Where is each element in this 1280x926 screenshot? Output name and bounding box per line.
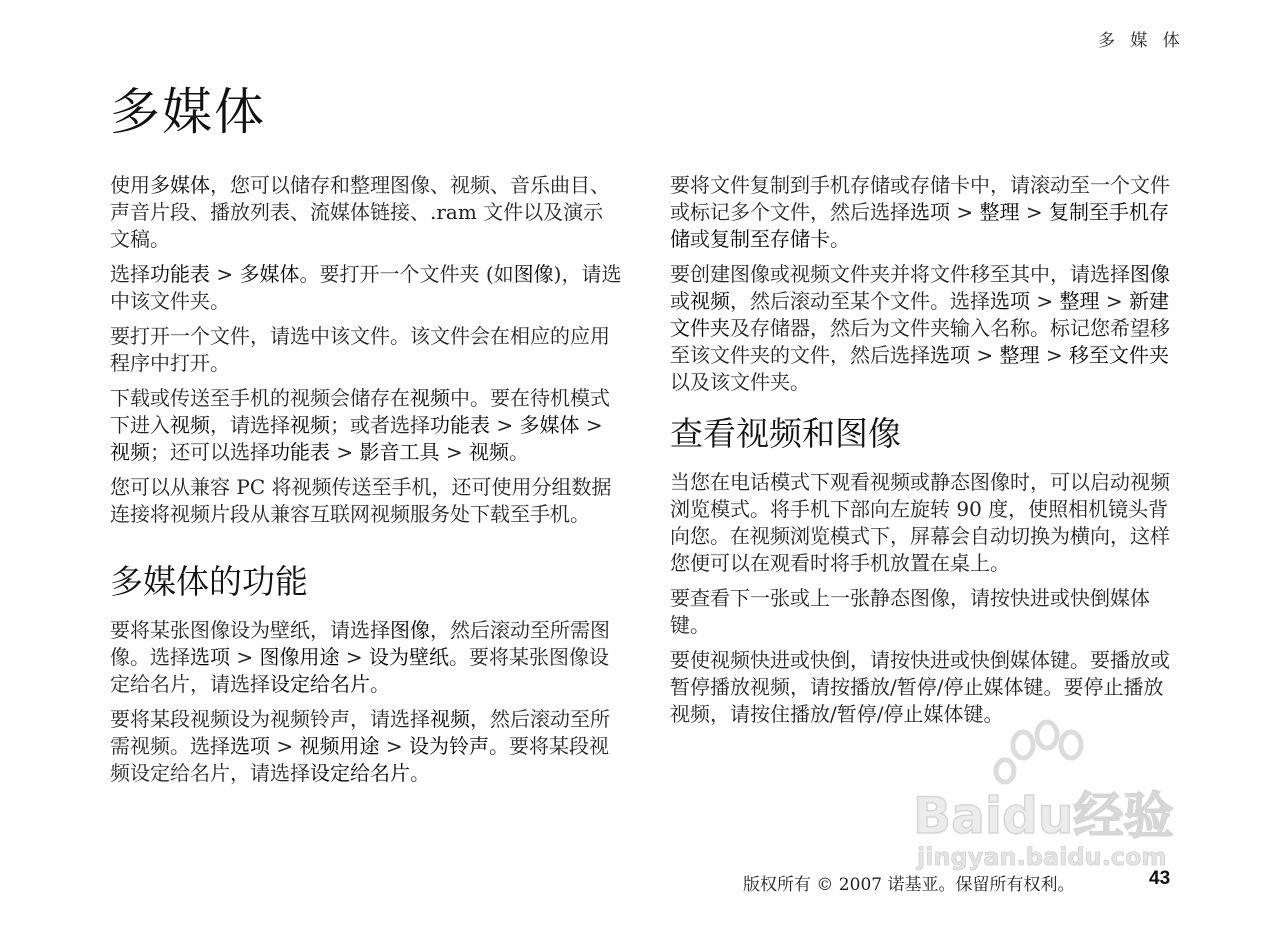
body-text: 。要将某张图像设定给名片，请选择	[110, 645, 609, 696]
body-text: >	[330, 440, 360, 464]
body-text: >	[379, 734, 409, 758]
body-text: 使用	[110, 173, 150, 197]
body-text: 当您在电话模式下观看视频或静态图像时，可以启动视频浏览模式。将手机下部向左旋转 90 度，使照相机镜头背向您。在视频浏览模式下，屏幕会自动切换为横向，这样您便可以在观看时将手机放置在桌上。	[670, 470, 1170, 575]
ui-term: 图像用途	[259, 645, 340, 669]
ui-term: 功能表	[270, 440, 330, 464]
paragraph	[670, 585, 1182, 639]
paragraph	[110, 474, 622, 528]
ui-term: 多媒体	[150, 173, 210, 197]
ui-term: 移至文件夹	[1068, 343, 1169, 367]
right-column	[670, 172, 1182, 736]
section-title-viewing: 查看视频和图像	[670, 414, 901, 453]
body-text: 要使视频快进或快倒，请按快进或快倒媒体键。要播放或暂停播放视频，请按播放/暂停/停止媒体键。要停止播放视频，请按住播放/暂停/停止媒体键。	[670, 648, 1170, 726]
ui-term: 视频	[690, 289, 730, 313]
body-text: 要将某段视频设为视频铃声，请选择	[110, 707, 430, 731]
ui-term: 影音工具	[359, 440, 440, 464]
ui-term: 视频	[290, 413, 330, 437]
body-text: >	[1039, 343, 1069, 367]
body-text: 下载或传送至手机的视频会储存在	[110, 386, 410, 410]
copyright-notice: 版权所有 © 2007 诺基亚。保留所有权利。	[743, 875, 1075, 895]
body-text: ；还可以选择	[150, 440, 270, 464]
body-text: 要查看下一张或上一张静态图像，请按快进或快倒媒体键。	[670, 586, 1150, 637]
body-text: ；或者选择	[330, 413, 430, 437]
ui-term: 选项	[990, 289, 1030, 313]
ui-term: 视频	[410, 386, 450, 410]
body-text: ，请选择	[210, 413, 290, 437]
ui-term: 设为壁纸	[368, 645, 449, 669]
paw-icon	[996, 722, 1081, 782]
body-text: >	[970, 343, 1000, 367]
features-paragraphs	[110, 617, 622, 787]
ui-term: 多媒体	[519, 413, 580, 437]
body-text: 。要打开一个文件夹 (如	[299, 262, 514, 286]
page-number: 43	[1149, 868, 1171, 889]
ui-term: 视频用途	[299, 734, 380, 758]
body-text: 您可以从兼容 PC 将视频传送至手机，还可使用分组数据连接将视频片段从兼容互联网视频服务处下载至手机。	[110, 475, 612, 526]
body-text: ，然后滚动至所需图像。选择	[110, 618, 610, 669]
ui-term: 图像	[1130, 262, 1170, 286]
viewing-paragraphs	[670, 469, 1182, 728]
body-text: 选择	[110, 262, 150, 286]
ui-term: 视频	[430, 707, 470, 731]
body-text: 。	[410, 761, 430, 785]
body-text: >	[950, 200, 980, 224]
ui-term: 复制至存储卡	[710, 227, 830, 251]
paragraph	[670, 261, 1182, 396]
ui-term: 整理	[999, 343, 1040, 367]
ui-term: 整理	[1059, 289, 1100, 313]
body-text: 。	[370, 672, 390, 696]
body-text: 要创建图像或视频文件夹并将文件移至其中，请选择	[670, 262, 1130, 286]
ui-term: 视频	[170, 413, 210, 437]
left-column	[110, 172, 622, 795]
paragraph	[670, 469, 1182, 577]
page-title: 多媒体	[110, 83, 266, 141]
ui-term: 功能表	[150, 262, 210, 286]
ui-term: 视频	[468, 440, 509, 464]
body-text: )，请选中该文件夹。	[110, 262, 622, 313]
body-text: 或	[670, 289, 690, 313]
body-text: 及存储器，然后为文件夹输入名称。标记您希望移至该文件夹的文件，然后选择	[670, 316, 1170, 367]
paragraph	[110, 706, 622, 787]
body-text: 要打开一个文件，请选中该文件。该文件会在相应的应用程序中打开。	[110, 324, 610, 375]
ui-term: 选项	[190, 645, 230, 669]
ui-term: 新建文件夹	[670, 289, 1169, 340]
body-text: 要将文件复制到手机存储或存储卡中，请滚动至一个文件或标记多个文件，然后选择	[670, 173, 1170, 224]
paragraph	[110, 261, 622, 315]
body-text: >	[490, 413, 520, 437]
body-text: 。要将某段视频设定给名片，请选择	[110, 734, 609, 785]
section-title-features: 多媒体的功能	[110, 562, 308, 601]
ui-term: 选项	[230, 734, 270, 758]
ui-term: 功能表	[430, 413, 490, 437]
body-text: ，然后滚动至所需视频。选择	[110, 707, 610, 758]
watermark-logo-text: Baidu经验	[913, 787, 1174, 845]
ui-term: 设定给名片	[310, 761, 410, 785]
ui-term: 图像	[513, 262, 554, 286]
body-text: >	[210, 262, 240, 286]
ui-term: 设定给名片	[270, 672, 370, 696]
ui-term: 复制至手机存储	[670, 200, 1169, 251]
paragraph	[110, 172, 622, 253]
ui-term: 视频	[110, 440, 150, 464]
running-head: 多 媒 体	[1098, 31, 1185, 51]
body-text: >	[1099, 289, 1129, 313]
body-text: >	[1030, 289, 1060, 313]
body-text: 。	[830, 227, 850, 251]
right-paragraphs	[670, 172, 1182, 396]
body-text: 。	[508, 440, 529, 464]
paragraph	[670, 172, 1182, 253]
body-text: 中。要在待机模式下进入	[110, 386, 610, 437]
body-text: 以及该文件夹。	[670, 370, 810, 394]
watermark-url-text: jingyan.baidu.com	[917, 843, 1167, 871]
body-text: >	[230, 645, 260, 669]
ui-term: 整理	[979, 200, 1020, 224]
ui-term: 选项	[910, 200, 950, 224]
body-text: 或	[690, 227, 710, 251]
body-text: ，然后滚动至某个文件。选择	[730, 289, 990, 313]
paragraph	[110, 385, 622, 466]
ui-term: 多媒体	[239, 262, 300, 286]
left-paragraphs	[110, 172, 622, 528]
body-text: >	[270, 734, 300, 758]
body-text: >	[1019, 200, 1049, 224]
paragraph	[110, 323, 622, 377]
ui-term: 选项	[930, 343, 970, 367]
ui-term: 设为铃声	[408, 734, 489, 758]
body-text: >	[439, 440, 469, 464]
baidu-watermark	[905, 705, 1205, 875]
paragraph	[110, 617, 622, 698]
body-text: 要将某张图像设为壁纸，请选择	[110, 618, 390, 642]
ui-term: 图像	[390, 618, 430, 642]
body-text: >	[339, 645, 369, 669]
body-text: ，您可以储存和整理图像、视频、音乐曲目、声音片段、播放列表、流媒体链接、.ram 文件以及演示文稿。	[110, 173, 610, 251]
body-text: >	[579, 413, 603, 437]
